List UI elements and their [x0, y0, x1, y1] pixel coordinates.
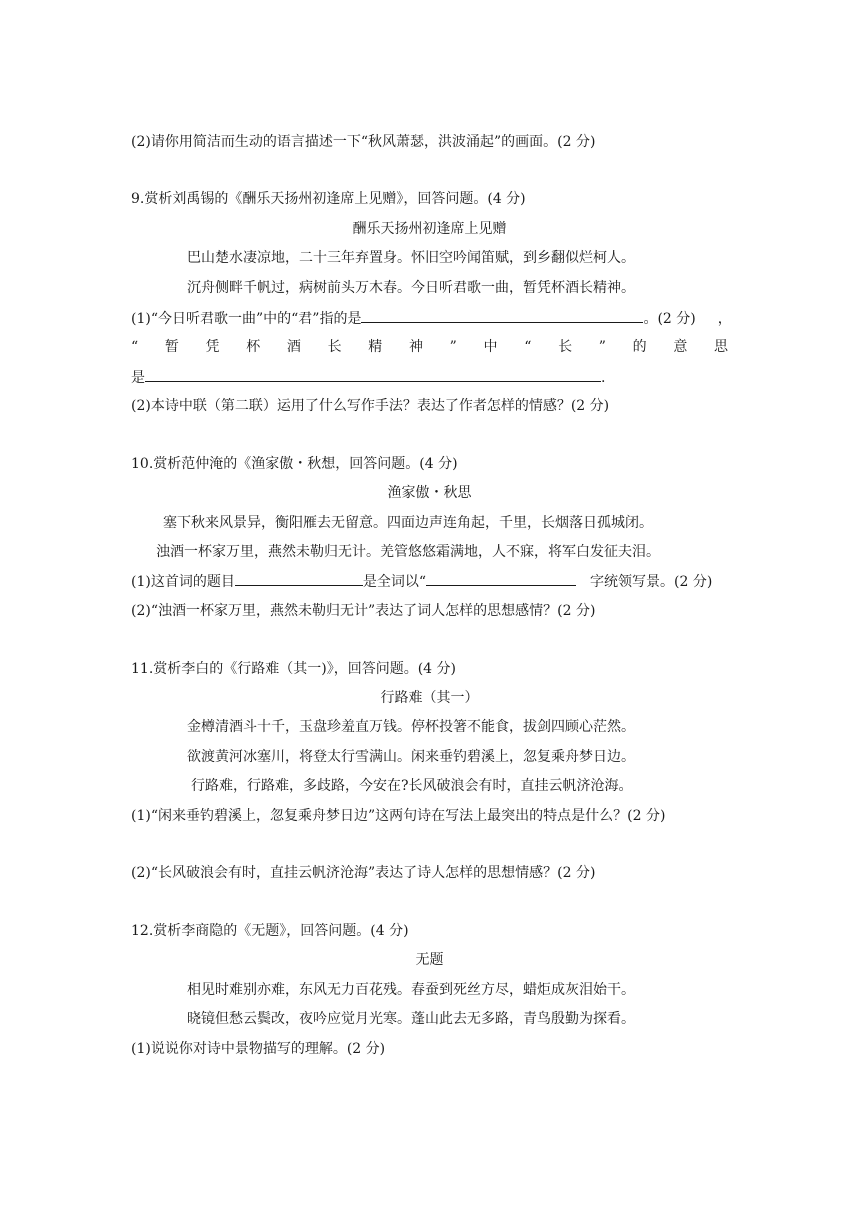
q10-sub1-end: 字统领写景。(2 分) [590, 574, 713, 590]
q9-sub1-line1 [131, 308, 732, 329]
q9-sub1-text: (1)“今日听君歌一曲”中的“君”指的是 [131, 311, 362, 327]
q9-spread-char: “ [131, 339, 139, 355]
q9-sub1-period: . [601, 370, 606, 386]
q10-sub1 [131, 571, 712, 592]
q12-poem-line-2: 晓镜但愁云鬓改，夜吟应觉月光寒。蓬山此去无多路，青鸟殷勤为探看。 [187, 1011, 635, 1027]
q9-spread-char: ” [449, 339, 457, 355]
q11-poem-title: 行路难（其一） [380, 690, 479, 706]
q9-sub1-score: 。(2 分) [643, 311, 696, 327]
q9-spread-char: 酒 [286, 339, 301, 355]
q9-sub1-line3 [131, 367, 605, 388]
q9-spread-char: 长 [558, 339, 573, 355]
q9-spread-char: 精 [368, 339, 383, 355]
q10-sub1-text: (1)这首词的题目 [131, 574, 235, 590]
q9-spread-char: 思 [714, 339, 728, 355]
q9-heading: 9.赏析刘禹锡的《酬乐天扬州初逢席上见赠》，回答问题。(4 分) [131, 191, 526, 207]
q9-spread-char: 杯 [246, 339, 261, 355]
q9-sub1-shi: 是 [131, 370, 145, 386]
q9-spread-char: 暂 [164, 339, 179, 355]
q9-answer-blank-2[interactable] [145, 367, 601, 382]
q9-spread-char: ” [598, 339, 606, 355]
q11-sub2: (2)“长风破浪会有时，直挂云帆济沧海”表达了诗人怎样的思想情感？(2 分) [131, 865, 596, 881]
q9-sub1-spread-line [131, 337, 728, 357]
q12-sub1: (1)说说你对诗中景物描写的理解。(2 分) [131, 1041, 386, 1057]
q9-spread-char: 意 [673, 339, 688, 355]
q10-answer-blank-2[interactable] [426, 571, 576, 586]
q12-heading: 12.赏析李商隐的《无题》，回答问题。(4 分) [131, 923, 409, 939]
q9-spread-char: 的 [632, 339, 647, 355]
q8-sub2: (2)请你用简洁而生动的语言描述一下“秋风萧瑟，洪波涌起”的画面。(2 分) [131, 134, 596, 150]
q10-poem-line-1: 塞下秋来风景异，衡阳雁去无留意。四面边声连角起，千里，长烟落日孤城闭。 [163, 515, 653, 531]
q11-sub1: (1)“闲来垂钓碧溪上，忽复乘舟梦日边”这两句诗在写法上最突出的特点是什么？(2 分) [131, 808, 666, 824]
q9-answer-blank-1[interactable] [361, 308, 643, 323]
q11-heading: 11.赏析李白的《行路难（其一)》，回答问题。(4 分) [131, 661, 457, 677]
q12-poem-line-1: 相见时难别亦难，东风无力百花残。春蚕到死丝方尽，蜡炬成灰泪始干。 [187, 982, 635, 998]
q10-sub2: (2)“浊酒一杯家万里，燕然未勒归无计”表达了词人怎样的思想感情？(2 分) [131, 603, 596, 619]
q11-poem-line-2: 欲渡黄河冰塞川，将登太行雪满山。闲来垂钓碧溪上，忽复乘舟梦日边。 [187, 749, 635, 765]
q10-answer-blank-1[interactable] [235, 571, 363, 586]
q9-spread-char: 神 [408, 339, 423, 355]
q10-heading: 10.赏析范仲淹的《渔家傲・秋想，回答问题。(4 分) [131, 456, 458, 472]
q9-poem-title: 酬乐天扬州初逢席上见赠 [352, 221, 507, 237]
q10-poem-title: 渔家傲・秋思 [387, 485, 472, 501]
q9-spread-char: 凭 [205, 339, 220, 355]
q11-poem-line-3: 行路难，行路难，多歧路，今安在?长风破浪会有时，直挂云帆济沧海。 [191, 778, 633, 794]
q9-spread-char: 长 [327, 339, 342, 355]
q11-poem-line-1: 金樽清酒斗十千，玉盘珍羞直万钱。停杯投箸不能食，拔剑四顾心茫然。 [187, 719, 635, 735]
q9-poem-line-2: 沉舟侧畔千帆过，病树前头万木春。今日听君歌一曲，暂凭杯酒长精神。 [187, 280, 635, 296]
q9-spread-char: “ [524, 339, 532, 355]
q9-sub2: (2)本诗中联（第二联）运用了什么写作手法？表达了作者怎样的情感？(2 分) [131, 398, 610, 414]
q9-spread-char: 中 [483, 339, 498, 355]
q9-sub1-comma: ， [717, 311, 732, 327]
q10-sub1-mid: 是全词以“ [362, 574, 427, 590]
q9-poem-line-1: 巴山楚水凄凉地，二十三年弃置身。怀旧空吟闻笛赋，到乡翻似烂柯人。 [187, 250, 635, 266]
q12-poem-title: 无题 [415, 952, 444, 968]
q10-poem-line-2: 浊酒一杯家万里，燕然未勒归无计。羌管悠悠霜满地，人不寐，将军白发征夫泪。 [156, 544, 660, 560]
